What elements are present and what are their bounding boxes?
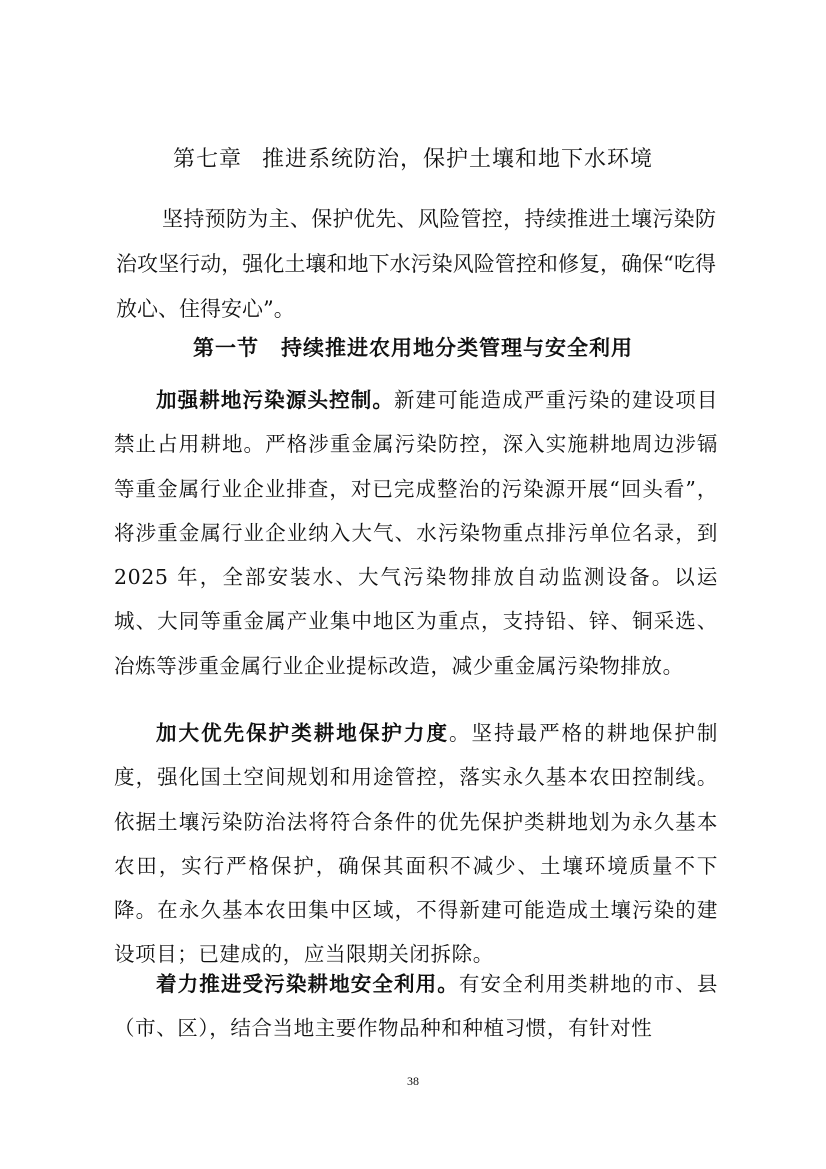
section-number: 第一节 bbox=[193, 336, 259, 360]
paragraph-lead: 加强耕地污染源头控制。 bbox=[156, 388, 394, 412]
chapter-title-text: 推进系统防治，保护土壤和地下水环境 bbox=[262, 147, 654, 172]
page-number: 38 bbox=[407, 1074, 419, 1088]
chapter-number: 第七章 bbox=[172, 147, 242, 172]
section-title-text: 持续推进农用地分类管理与安全利用 bbox=[281, 336, 633, 360]
section-title bbox=[0, 331, 826, 365]
chapter-title bbox=[0, 143, 826, 177]
body-paragraph bbox=[114, 962, 718, 1051]
chapter-intro: 坚持预防为主、保护优先、风险管控，持续推进土壤污染防治攻坚行动，强化土壤和地下水污染风险管控和修复，确保“吃得放心、住得安心”。 bbox=[116, 207, 716, 321]
paragraph-text: 新建可能造成严重污染的建设项目禁止占用耕地。严格涉重金属污染防控，深入实施耕地周边涉镉等重金属行业企业排查，对已完成整治的污染源开展“回头看”，将涉重金属行业企业纳入大气、水污染物重点排污单位名录，到 2025 年，全部安装水、大气污染物排放自动监测设备。以运城、大同等重金属产业集中地区为重点，支持铅、锌、铜采选、冶炼等涉重金属行业企业提标改造，减少重金属污染物排放。 bbox=[114, 388, 718, 678]
paragraph-block-3 bbox=[114, 962, 718, 1051]
paragraph-block-1 bbox=[114, 378, 718, 688]
body-paragraph bbox=[114, 378, 718, 688]
paragraph-block-2 bbox=[114, 711, 718, 977]
paragraph-lead: 加大优先保护类耕地保护力度 bbox=[156, 721, 449, 745]
paragraph-text: 。坚持最严格的耕地保护制度，强化国土空间规划和用途管控，落实永久基本农田控制线。依据土壤污染防治法将符合条件的优先保护类耕地划为永久基本农田，实行严格保护，确保其面积不减少、土壤环境质量不下降。在永久基本农田集中区域，不得新建可能造成土壤污染的建设项目；已建成的，应当限期关闭拆除。 bbox=[114, 721, 718, 967]
body-paragraph bbox=[114, 711, 718, 977]
paragraph-text: 有安全利用类耕地的市、县（市、区），结合当地主要作物品种和种植习惯，有针对性 bbox=[114, 972, 718, 1041]
paragraph-lead: 着力推进受污染耕地安全利用。 bbox=[156, 972, 459, 996]
